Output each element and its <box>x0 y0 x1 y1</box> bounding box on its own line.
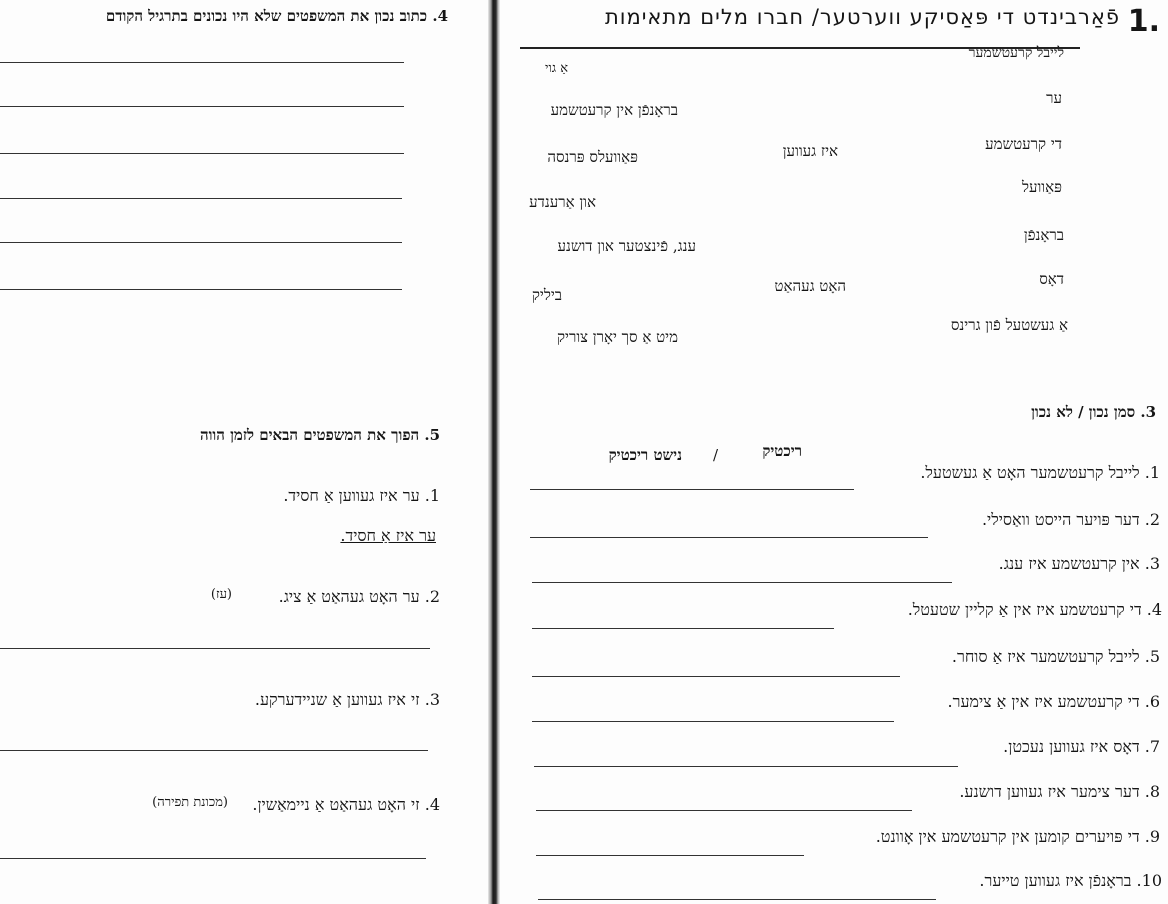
answer-line <box>0 289 402 290</box>
answer-line <box>530 537 928 538</box>
statement-item: 4. די קרעטשמע איז אין אַ קליין שטעטל. <box>907 600 1162 619</box>
exercise-5-item: 3. זי איז געווען אַ שניידערקע. <box>254 690 440 709</box>
match-item: האָט געהאַט <box>774 277 846 295</box>
column-separator: / <box>712 446 718 464</box>
exercise-5-example-answer: ער איז אַ חסיד. <box>340 526 436 545</box>
answer-line <box>0 858 426 859</box>
exercise-5-item: 1. ער איז געווען אַ חסיד. <box>283 486 440 505</box>
match-item: בראָנפֿן אין קרעטשמע <box>550 101 678 119</box>
match-item: ענג, פֿינצטער און דושנע <box>557 237 696 255</box>
match-item: ביליק <box>531 286 562 304</box>
exercise-3-title: 3. סמן נכון / לא נכון <box>1031 403 1156 421</box>
match-item: אַ גוי <box>545 61 568 76</box>
answer-line <box>0 153 404 154</box>
answer-line <box>0 62 404 63</box>
answer-line <box>532 628 834 629</box>
exercise-4-title: 4. כתוב נכון את המשפטים שלא היו נכונים בתרגיל הקודם <box>105 7 448 25</box>
exercise-1-title: פֿאַרבינדט די פּאַסיקע ווערטער/ חברו מלים מתאימות <box>604 5 1120 29</box>
answer-line <box>0 198 402 199</box>
book-spine <box>488 0 500 904</box>
statement-item: 9. די פּויערים קומען אין קרעטשמע אין אָוונט. <box>875 827 1160 846</box>
answer-line <box>0 242 402 243</box>
exercise-5-title: 5. הפוך את המשפטים הבאים לזמן הווה <box>199 426 440 444</box>
answer-line <box>532 582 952 583</box>
match-item: דאָס <box>1039 270 1064 288</box>
statement-item: 6. די קרעטשמע איז אין אַ צימער. <box>947 692 1160 711</box>
answer-line <box>538 899 936 900</box>
right-page <box>500 0 1168 904</box>
statement-item: 7. דאָס איז געווען נעכטן. <box>1003 737 1160 756</box>
statement-item: 1. לייבל קרעטשמער האָט אַ געשטעל. <box>920 463 1160 482</box>
answer-line <box>0 106 404 107</box>
answer-line <box>0 648 430 649</box>
match-item: פּאַוועל <box>1021 178 1062 196</box>
answer-line <box>0 750 428 751</box>
match-item: ער <box>1046 89 1062 107</box>
statement-item: 3. אין קרעטשמע איז ענג. <box>998 554 1160 573</box>
statement-item: 8. דער צימער איז געווען דושנע. <box>959 782 1160 801</box>
match-item: אַ געשטעל פֿון גרינס <box>950 316 1068 334</box>
match-item: מיט אַ סך יאָרן צוריק <box>556 328 678 346</box>
answer-line <box>532 676 900 677</box>
exercise-5-item-note: (מכונת תפירה) <box>152 795 228 810</box>
answer-line <box>534 766 958 767</box>
statement-item: 5. לייבל קרעטשמער איז אַ סוחר. <box>951 647 1160 666</box>
exercise-5-item-note: (עז) <box>210 587 232 602</box>
answer-line <box>536 810 912 811</box>
statement-item: 2. דער פּויער הייסט וואַסילי. <box>981 510 1160 529</box>
left-page <box>0 0 490 904</box>
match-item: און אַרענדע <box>529 193 596 211</box>
exercise-5-item: 2. ער האָט געהאַט אַ ציג. <box>278 587 440 606</box>
column-true-label: ריכטיק <box>762 442 802 460</box>
answer-line <box>530 489 854 490</box>
exercise-1-subtitle: לייבל קרעטשמער <box>968 45 1064 61</box>
column-false-label: נישט ריכטיק <box>608 446 682 464</box>
answer-line <box>536 855 804 856</box>
match-item: איז געווען <box>782 142 838 160</box>
statement-item: 10. בראָנפֿן איז געווען טייער. <box>979 871 1162 890</box>
match-item: בראָנפֿן <box>1023 226 1064 244</box>
answer-line <box>532 721 894 722</box>
exercise-5-item: 4. זי האָט געהאַט אַ ניימאַשין. <box>252 795 440 814</box>
match-item: די קרעטשמע <box>985 135 1062 153</box>
exercise-1-number: 1. <box>1127 4 1160 39</box>
match-item: פּאַוועלס פּרנסה <box>547 148 638 166</box>
